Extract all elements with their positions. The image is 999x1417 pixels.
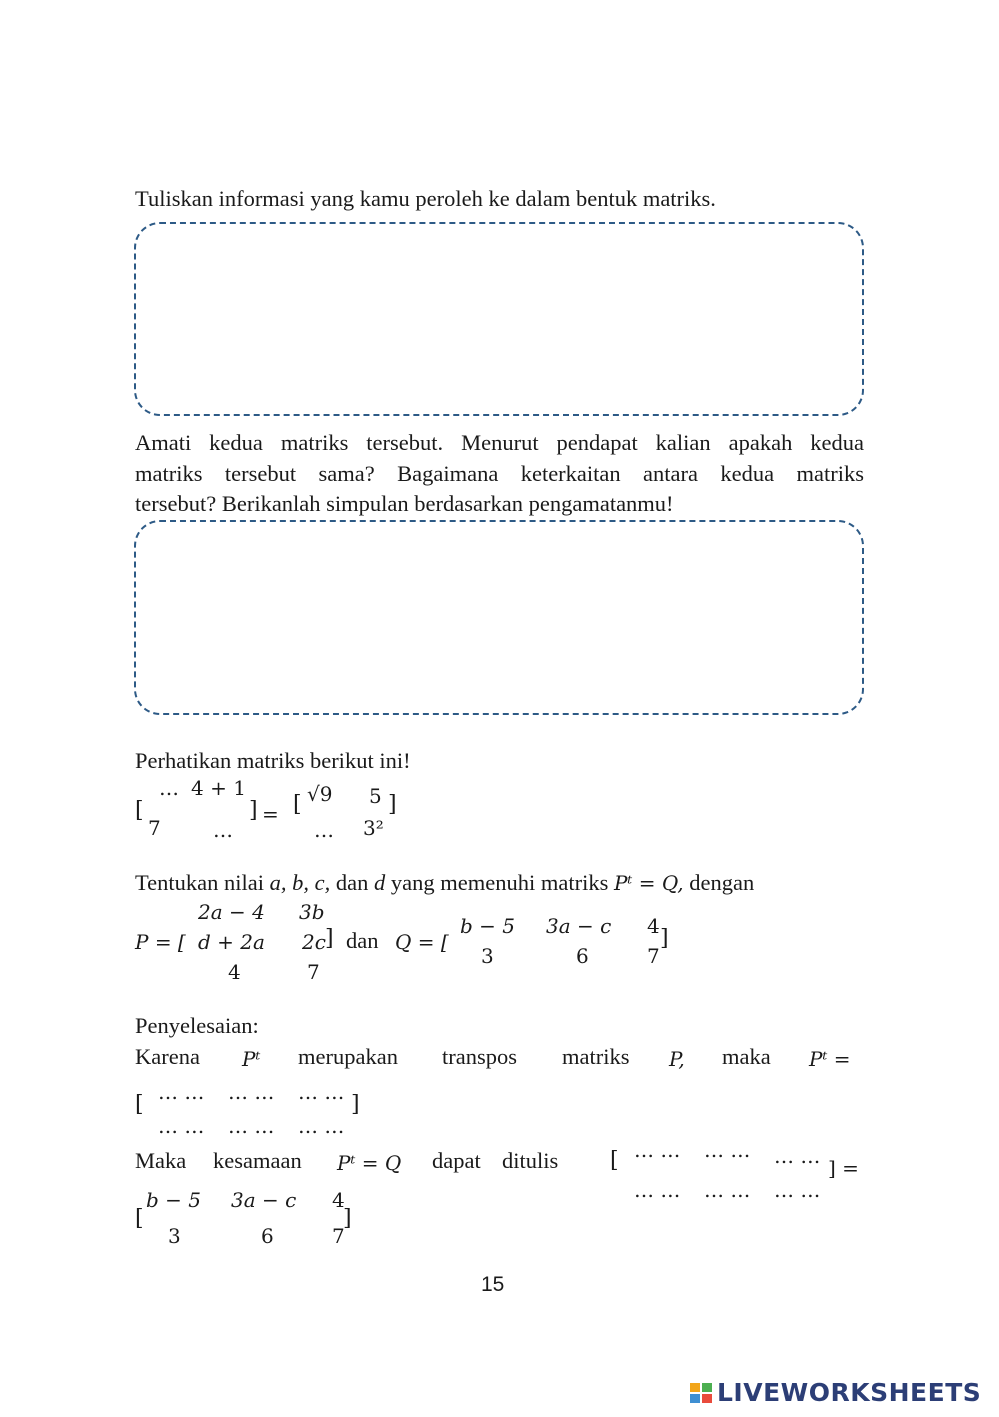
equality-blank-matrix[interactable]	[610, 1138, 865, 1200]
matrix-cell: 4	[647, 914, 660, 938]
matrix-cell: 2a − 4	[198, 900, 265, 924]
matrix-cell: 6	[576, 944, 589, 968]
p-symbol: P,	[669, 1047, 685, 1071]
word-dan: dan	[346, 928, 379, 953]
q-matrix-repeat	[135, 1186, 375, 1250]
word: matriks	[562, 1044, 630, 1069]
word: dapat	[432, 1148, 481, 1173]
matrix-cell: b − 5	[146, 1188, 201, 1212]
matrix-equation-1	[135, 776, 435, 842]
word: kesamaan	[213, 1148, 302, 1173]
word: ditulis	[502, 1148, 559, 1173]
var-c: c,	[314, 870, 331, 895]
q4-suffix: dengan	[689, 870, 755, 895]
matrix-cell: b − 5	[460, 914, 515, 938]
p-label: P = [	[135, 930, 186, 954]
right-bracket-close: ]	[388, 792, 397, 817]
matrix-cell: 3	[168, 1224, 181, 1248]
bracket-close-equals: ] =	[828, 1156, 859, 1180]
liveworksheets-logo	[690, 1378, 981, 1407]
matrix-cell: 7	[148, 816, 161, 840]
var-a: a,	[269, 870, 287, 895]
blank-cell: … …	[634, 1138, 681, 1162]
matrix-cell: 4	[228, 960, 241, 984]
var-d: d	[374, 870, 386, 895]
matrix-cell: 2c	[302, 930, 326, 954]
bracket-open: [	[610, 1148, 619, 1173]
word: Maka	[135, 1148, 187, 1173]
q4-middle: yang memenuhi matriks	[390, 870, 609, 895]
matrix-cell: 5	[369, 784, 382, 808]
liveworksheets-icon	[690, 1383, 714, 1403]
transpose-question	[135, 868, 754, 898]
bracket-open: [	[135, 1206, 144, 1231]
blank-cell: … …	[774, 1144, 821, 1168]
pt-symbol: Pᵗ	[242, 1047, 261, 1071]
word: merupakan	[298, 1044, 398, 1069]
blank-cell: … …	[228, 1080, 275, 1104]
observation-line-1: Amati kedua matriks tersebut. Menurut pendapat kalian apakah kedua	[135, 430, 864, 455]
observation-line-3: tersebut? Berikanlah simpulan berdasarkan pengamatanmu!	[135, 491, 674, 516]
blank-cell: … …	[634, 1178, 681, 1202]
blank-cell: … …	[298, 1080, 345, 1104]
matrix-cell: …	[314, 818, 334, 842]
word: transpos	[442, 1044, 517, 1069]
blank-cell: … …	[704, 1178, 751, 1202]
word: maka	[722, 1044, 771, 1069]
observation-question	[135, 428, 864, 520]
blank-cell: … …	[228, 1114, 275, 1138]
pt-eq-q: Pᵗ = Q	[337, 1151, 402, 1175]
matrix-cell: 7	[647, 944, 660, 968]
var-b: b,	[292, 870, 310, 895]
answer-box-1[interactable]	[134, 222, 864, 416]
matrix-cell: …	[159, 776, 179, 800]
p-bracket-close: ]	[325, 926, 334, 951]
matrix-cell: 3b	[299, 900, 325, 924]
matrix-cell: 4 + 1	[191, 776, 246, 800]
matrices-p-q	[135, 898, 695, 988]
q-bracket-close: ]	[660, 926, 669, 951]
blank-cell: … …	[774, 1178, 821, 1202]
matrix-cell: d + 2a	[198, 930, 265, 954]
bracket-open: [	[135, 1092, 144, 1117]
page-number: 15	[481, 1273, 505, 1296]
matrix-cell: 4	[332, 1188, 345, 1212]
word-dan: dan	[335, 870, 369, 895]
bracket-close: ]	[351, 1092, 360, 1117]
answer-box-2[interactable]	[134, 520, 864, 715]
matrix-cell: 3	[481, 944, 494, 968]
solution-line-1	[135, 1042, 865, 1072]
blank-cell: … …	[704, 1138, 751, 1162]
left-bracket-open: [	[135, 798, 144, 823]
bracket-close: ]	[343, 1206, 352, 1231]
solution-heading: Penyelesaian:	[135, 1013, 259, 1038]
matrix-cell: 3a − c	[231, 1188, 297, 1212]
matrix-prompt: Perhatikan matriks berikut ini!	[135, 748, 411, 773]
blank-cell: … …	[298, 1114, 345, 1138]
matrix-cell: 6	[261, 1224, 274, 1248]
equals-sign: =	[262, 802, 279, 826]
word: Karena	[135, 1044, 200, 1069]
blank-cell: … …	[158, 1080, 205, 1104]
right-bracket-open: [	[293, 792, 302, 817]
matrix-cell: 7	[332, 1224, 345, 1248]
matrix-cell: …	[213, 818, 233, 842]
blank-cell: … …	[158, 1114, 205, 1138]
matrix-cell: 7	[307, 960, 320, 984]
equation-pt-eq-q: Pᵗ = Q,	[613, 871, 684, 895]
instruction-matrix-form: Tuliskan informasi yang kamu peroleh ke dalam bentuk matriks.	[135, 186, 716, 211]
solution-line-2	[135, 1146, 595, 1176]
matrix-cell: √9	[307, 782, 333, 806]
matrix-cell: 3²	[363, 816, 384, 840]
pt-equals: Pᵗ =	[809, 1047, 851, 1071]
left-bracket-close: ]	[249, 798, 258, 823]
matrix-cell: 3a − c	[546, 914, 612, 938]
liveworksheets-wordmark: LIVEWORKSHEETS	[717, 1378, 982, 1407]
q-label: Q = [	[395, 930, 449, 954]
q4-prefix: Tentukan nilai	[135, 870, 270, 895]
observation-line-2: matriks tersebut sama? Bagaimana keterkaitan antara kedua matriks	[135, 460, 864, 486]
transpose-blank-matrix[interactable]	[135, 1080, 375, 1140]
